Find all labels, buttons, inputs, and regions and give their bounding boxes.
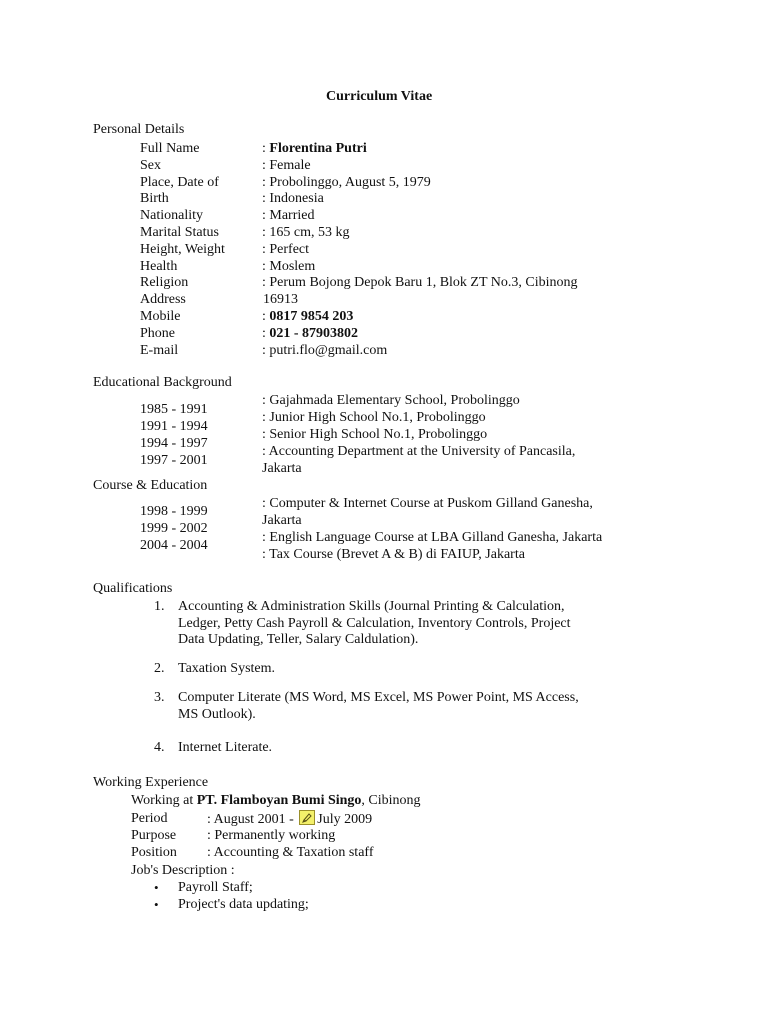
colon-mark: : xyxy=(262,342,266,358)
course-year: 1998 - 1999 xyxy=(140,504,208,519)
qualification-line: Internet Literate. xyxy=(178,740,273,755)
qualification-line: Computer Literate (MS Word, MS Excel, MS Power Point, MS Access, xyxy=(178,690,579,705)
personal-value xyxy=(262,274,578,291)
job-item: Payroll Staff; xyxy=(178,880,253,895)
personal-value xyxy=(262,241,309,258)
personal-row xyxy=(0,207,768,224)
education-heading: Educational Background xyxy=(93,375,232,390)
course-heading: Course & Education xyxy=(93,478,208,493)
course-entry: : English Language Course at LBA Gilland Ganesha, Jakarta xyxy=(262,530,603,545)
qualification-number: 4. xyxy=(154,740,165,755)
work-purpose-value: : Permanently working xyxy=(207,828,336,843)
personal-label: Marital Status xyxy=(140,225,219,240)
personal-label: Birth xyxy=(140,191,169,207)
personal-label: Mobile xyxy=(140,309,181,324)
colon-mark: : xyxy=(262,208,266,224)
personal-label: E-mail xyxy=(140,342,179,358)
personal-label: Phone xyxy=(140,325,175,341)
personal-value xyxy=(262,325,358,342)
personal-row xyxy=(0,308,768,325)
course-entry: Jakarta xyxy=(262,513,302,528)
personal-label: Place, Date of xyxy=(140,174,219,190)
personal-value-text: Moslem xyxy=(269,258,316,274)
personal-value xyxy=(262,174,431,191)
personal-value-continuation: 16913 xyxy=(263,292,298,308)
personal-value xyxy=(262,308,353,325)
work-position-value: : Accounting & Taxation staff xyxy=(207,845,374,860)
comment-marker-icon[interactable] xyxy=(299,810,315,825)
course-entry: : Tax Course (Brevet A & B) di FAIUP, Jakarta xyxy=(262,547,525,562)
personal-row xyxy=(0,274,768,291)
colon-mark: : xyxy=(262,191,266,207)
work-company-suffix: , Cibinong xyxy=(361,793,421,808)
colon-mark: : xyxy=(262,174,266,190)
colon-mark: : xyxy=(262,309,266,324)
qualification-line: Accounting & Administration Skills (Journal Printing & Calculation, xyxy=(178,599,565,614)
work-prefix: Working at xyxy=(131,793,197,808)
work-purpose-label: Purpose xyxy=(131,828,177,843)
personal-row xyxy=(0,291,768,308)
work-heading: Working Experience xyxy=(93,775,209,790)
education-entry: : Junior High School No.1, Probolinggo xyxy=(262,410,486,425)
qualification-number: 3. xyxy=(154,690,165,705)
personal-value-text: Florentina Putri xyxy=(269,141,367,156)
education-year: 1997 - 2001 xyxy=(140,453,208,468)
qualification-line: Taxation System. xyxy=(178,661,276,676)
work-position-row xyxy=(0,844,768,861)
colon-mark: : xyxy=(262,325,266,341)
personal-value xyxy=(262,190,324,207)
personal-value xyxy=(262,342,387,359)
personal-value xyxy=(262,157,311,174)
personal-value-text: 165 cm, 53 kg xyxy=(269,225,350,240)
personal-row xyxy=(0,157,768,174)
education-year: 1994 - 1997 xyxy=(140,436,208,451)
course-year: 1999 - 2002 xyxy=(140,521,208,536)
personal-value xyxy=(262,207,314,224)
personal-label: Health xyxy=(140,258,178,274)
colon-mark: : xyxy=(262,141,266,156)
work-jobs-label: Job's Description : xyxy=(131,863,235,878)
job-item: Project's data updating; xyxy=(178,897,309,912)
qualification-line: Data Updating, Teller, Salary Caldulation). xyxy=(178,632,419,647)
personal-value-text: 021 - 87903802 xyxy=(269,325,359,341)
personal-row xyxy=(0,325,768,342)
education-year: 1991 - 1994 xyxy=(140,419,208,434)
work-period-value: : August 2001 - July 2009 xyxy=(207,812,373,827)
personal-value-text: Perfect xyxy=(269,241,310,257)
personal-row xyxy=(0,342,768,359)
work-purpose-row xyxy=(0,827,768,844)
colon-mark: : xyxy=(262,157,266,173)
work-company: PT. Flamboyan Bumi Singo xyxy=(196,793,362,808)
personal-label: Address xyxy=(140,292,186,308)
work-company-line xyxy=(131,792,421,809)
personal-label: Full Name xyxy=(140,141,200,156)
course-entry: : Computer & Internet Course at Puskom Gilland Ganesha, xyxy=(262,496,593,511)
qualification-number: 2. xyxy=(154,661,165,676)
personal-value-text: Probolinggo, August 5, 1979 xyxy=(269,174,431,190)
work-position-label: Position xyxy=(131,845,177,860)
colon-mark: : xyxy=(262,241,266,257)
education-entry: : Accounting Department at the University of Pancasila, xyxy=(262,444,576,459)
personal-value-text: Indonesia xyxy=(269,191,324,207)
personal-value xyxy=(262,224,350,241)
qualification-line: Ledger, Petty Cash Payroll & Calculation, Inventory Controls, Project xyxy=(178,615,571,631)
personal-row xyxy=(0,174,768,191)
course-year: 2004 - 2004 xyxy=(140,538,208,553)
bullet-icon: • xyxy=(154,880,159,895)
personal-details-heading: Personal Details xyxy=(93,122,185,137)
personal-row xyxy=(0,224,768,241)
personal-row xyxy=(0,190,768,207)
personal-value-text: putri.flo@gmail.com xyxy=(269,342,388,358)
colon-mark: : xyxy=(262,275,266,291)
education-entry: : Senior High School No.1, Probolinggo xyxy=(262,427,488,442)
personal-label: Height, Weight xyxy=(140,241,225,257)
colon-mark: : xyxy=(262,225,266,240)
education-entry: Jakarta xyxy=(262,461,302,476)
personal-value-text: Married xyxy=(269,208,315,224)
personal-value-text: 0817 9854 203 xyxy=(269,309,354,324)
personal-row xyxy=(0,140,768,157)
colon-mark: : xyxy=(262,258,266,274)
document-title: Curriculum Vitae xyxy=(326,89,433,104)
education-entry: : Gajahmada Elementary School, Probolinggo xyxy=(262,393,520,408)
personal-value-text: Perum Bojong Depok Baru 1, Blok ZT No.3, Cibinong xyxy=(269,275,578,291)
personal-label: Nationality xyxy=(140,208,203,224)
personal-value-text: Female xyxy=(269,157,311,173)
personal-value xyxy=(262,258,315,275)
bullet-icon: • xyxy=(154,897,159,912)
personal-row xyxy=(0,241,768,258)
personal-label: Sex xyxy=(140,157,161,173)
qualifications-heading: Qualifications xyxy=(93,581,173,596)
personal-value xyxy=(262,140,367,157)
work-period-label: Period xyxy=(131,811,168,826)
education-year: 1985 - 1991 xyxy=(140,402,208,417)
personal-row xyxy=(0,258,768,275)
personal-label: Religion xyxy=(140,275,189,291)
qualification-number: 1. xyxy=(154,599,165,614)
work-period-row xyxy=(0,810,768,827)
qualification-line: MS Outlook). xyxy=(178,706,256,722)
